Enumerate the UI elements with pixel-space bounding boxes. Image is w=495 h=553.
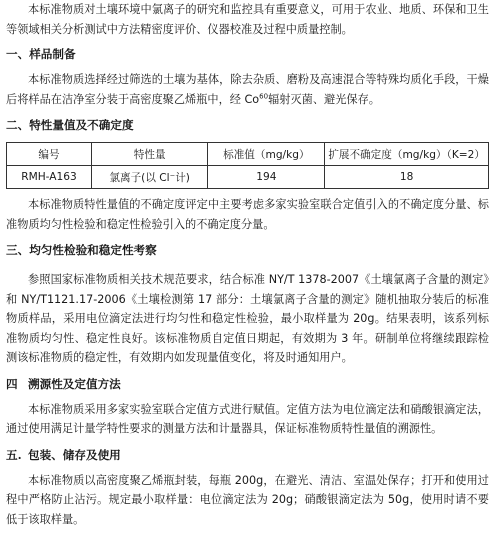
table-header-cell: 标准值（mg/kg） — [208, 143, 325, 166]
packaging-paragraph: 本标准物质以高密度聚乙烯瓶封装，每瓶 200g，在避光、清洁、室温处保存；打开和使用过程中严格防止沾污。规定最小取样量：电位滴定法为 20g；硝酸银滴定法为 50g，使用时请不要低于该取样量。 — [6, 473, 489, 526]
homogeneity-paragraph: 参照国家标准物质相关技术规范要求，结合标准 NY/T 1378-2007《土壤氯离子含量的测定》和 NY/T1121.17-2006《土壤检测第 17 部分：土壤氯离子含量的测定》随机抽取分装后的标准物质样品，采用电位滴定法进行均匀性和稳定性检验，最小取样量为 20g。结果表明，该系列标准物质均匀性、稳定性良好。该标准物质自定值日期起，有效期为 3 年。研制单位将继续跟踪检测该标准物质的稳定性，有效期内如发现量值变化，将及时通知用户。 — [6, 273, 489, 364]
section-title: 包装、储存及使用 — [28, 447, 121, 462]
section-heading-values — [6, 116, 489, 135]
section-number: 五. — [6, 447, 22, 462]
table-cell: RMH-A163 — [7, 166, 92, 189]
intro-paragraph: 本标准物质对土壤环境中氯离子的研究和监控具有重要意义，可用于农业、地质、环保和卫生等领域相关分析测试中方法精密度评价、仪器校准及过程中质量控制。 — [6, 3, 489, 36]
table-cell: 18 — [325, 166, 489, 189]
table-header-cell: 编号 — [7, 143, 92, 166]
section-heading-homogeneity — [6, 241, 489, 260]
isotope-superscript: 60 — [259, 91, 269, 100]
section-title: 特性量值及不确定度 — [29, 118, 134, 132]
values-table — [6, 142, 489, 189]
section-title: 均匀性检验和稳定性考察 — [29, 243, 157, 257]
table-header-cell: 扩展不确定度（mg/kg）（K=2） — [325, 143, 489, 166]
section-title: 溯源性及定值方法 — [28, 376, 121, 391]
section-number: 一、 — [6, 47, 30, 61]
table-cell: 氯离子(以 Cl⁻计) — [91, 166, 207, 189]
uncertainty-paragraph: 本标准物质特性量值的不确定度评定中主要考虑多家实验室联合定值引入的不确定度分量、标准物质均匀性检验和稳定性检验引入的不确定度分量。 — [6, 198, 489, 231]
section-heading-traceability — [6, 375, 489, 394]
section-number: 四 — [6, 376, 18, 391]
table-row — [7, 166, 489, 189]
section-heading-packaging — [6, 446, 489, 465]
preparation-text: 本标准物质选择经过筛选的土壤为基体，除去杂质、磨粉及高速混合等特殊均质化手段，干燥后将样品在洁净室分装于高密度聚乙烯瓶中，经 Co — [6, 73, 489, 106]
section-heading-preparation — [6, 45, 489, 64]
section-number: 三、 — [6, 243, 30, 257]
traceability-paragraph: 本标准物质采用多家实验室联合定值方式进行赋值。定值方法为电位滴定法和硝酸银滴定法，通过使用满足计量学特性要求的测量方法和计量器具，保证标准物质特性量值的溯源性。 — [6, 402, 489, 435]
preparation-paragraph — [6, 70, 489, 109]
section-title: 样品制备 — [29, 47, 76, 61]
preparation-text-end: 辐射灭菌、避光保存。 — [268, 92, 380, 106]
table-header-row — [7, 143, 489, 166]
section-number: 二、 — [6, 118, 30, 132]
table-cell: 194 — [208, 166, 325, 189]
table-header-cell: 特性量 — [91, 143, 207, 166]
